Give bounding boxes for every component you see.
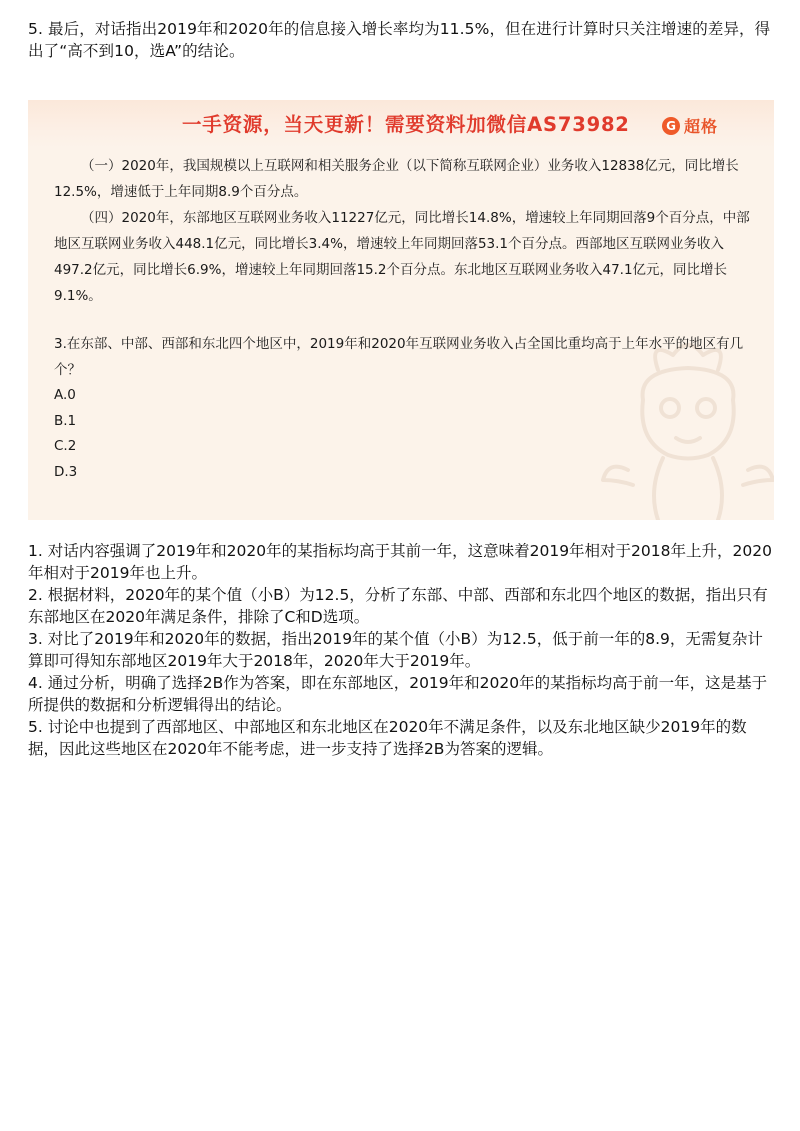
intro-paragraph: 5. 最后，对话指出2019年和2020年的信息接入增长率均为11.5%，但在进行计算时只关注增速的差异，得出了“高不到10，选A”的结论。 [28,20,771,60]
brand-logo-icon: G [662,117,680,135]
material-paragraph-2: （四）2020年，东部地区互联网业务收入11227亿元，同比增长14.8%，增速较上年同期回落9个百分点，中部地区互联网业务收入448.1亿元，同比增长3.4%，增速较上年同期回落53.1个百分点。西部地区互联网业务收入497.2亿元，同比增长6.9%，增速较上年同期回落15.2个百分点。东北地区互联网业务收入47.1亿元，同比增长9.1%。 [54,210,750,304]
brand-name: 超格 [684,117,719,136]
summary-item-4: 4. 通过分析，明确了选择2B作为答案，即在东部地区，2019年和2020年的某指标均高于前一年，这是基于所提供的数据和分析逻辑得出的结论。 [28,674,768,714]
promo-banner-text: 一手资源，当天更新！需要资料加微信AS73982 [182,113,630,136]
summary-list [28,540,776,760]
brand-mark [662,114,718,137]
option-d: D.3 [54,463,78,480]
material-paragraph-1: （一）2020年，我国规模以上互联网和相关服务企业（以下简称互联网企业）业务收入12838亿元，同比增长12.5%，增速低于上年同期8.9个百分点。 [54,158,739,200]
summary-item-3: 3. 对比了2019年和2020年的数据，指出2019年的某个值（小B）为12.5，低于前一年的8.9，无需复杂计算即可得知东部地区2019年大于2018年，2020年大于2019年。 [28,630,763,670]
summary-item-2: 2. 根据材料，2020年的某个值（小B）为12.5，分析了东部、中部、西部和东北四个地区的数据，指出只有东部地区在2020年满足条件，排除了C和D选项。 [28,586,768,626]
option-b: B.1 [54,412,77,429]
answer-options [54,383,754,485]
option-a: A.0 [54,387,76,403]
summary-item-1: 1. 对话内容强调了2019年和2020年的某指标均高于其前一年，这意味着2019年相对于2018年上升，2020年相对于2019年也上升。 [28,542,772,582]
card-content [54,153,754,499]
summary-item-5: 5. 讨论中也提到了西部地区、中部地区和东北地区在2020年不满足条件，以及东北地区缺少2019年的数据，因此这些地区在2020年不能考虑，进一步支持了选择2B为答案的逻辑。 [28,718,747,758]
embedded-question-image [28,100,774,520]
promo-banner [28,100,774,148]
option-c: C.2 [54,438,77,454]
question-text: 3.在东部、中部、西部和东北四个地区中，2019年和2020年互联网业务收入占全国比重均高于上年水平的地区有几个？ [54,336,744,378]
